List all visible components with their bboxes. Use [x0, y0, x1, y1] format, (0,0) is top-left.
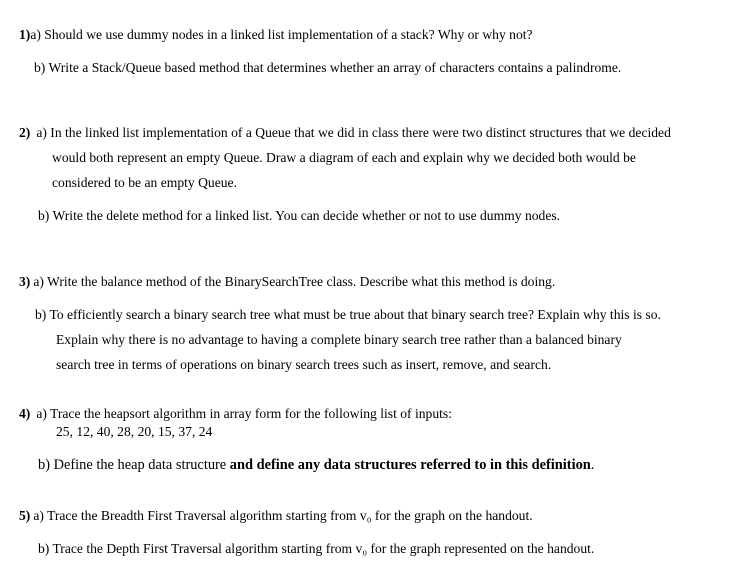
question-1a-text: a) Should we use dummy nodes in a linked list implementation of a stack? Why or why not?: [30, 27, 533, 42]
question-4-part-a: [19, 406, 452, 422]
question-1b-text: b) Write a Stack/Queue based method that determines whether an array of characters contains a palindrome.: [34, 60, 622, 75]
question-2a-line-2: would both represent an empty Queue. Draw a diagram of each and explain why we decided both would be: [52, 150, 636, 165]
question-3-number: 3): [19, 274, 31, 289]
question-3b-line-2: Explain why there is no advantage to having a complete binary search tree rather than a balanced binary: [56, 332, 622, 347]
question-4-number: 4): [19, 406, 31, 421]
question-1-part-a: [19, 27, 533, 43]
question-3a-text: a) Write the balance method of the BinarySearchTree class. Describe what this method is doing.: [33, 274, 556, 289]
question-5b-text: b) Trace the Depth First Traversal algorithm starting from v₀ for the graph represented on the handout.: [38, 541, 595, 556]
question-5a-text: a) Trace the Breadth First Traversal algorithm starting from v₀ for the graph on the handout.: [33, 508, 533, 523]
question-2a-line-1: a) In the linked list implementation of a Queue that we did in class there were two distinct structures that we decided: [36, 125, 671, 140]
question-4a-text: a) Trace the heapsort algorithm in array form for the following list of inputs:: [36, 406, 452, 421]
question-2a-line-3: considered to be an empty Queue.: [52, 175, 237, 190]
question-3b-line-1: b) To efficiently search a binary search tree what must be true about that binary search tree? Explain why this is so.: [35, 307, 661, 322]
question-5-number: 5): [19, 508, 31, 523]
question-2b-text: b) Write the delete method for a linked list. You can decide whether or not to use dummy nodes.: [38, 208, 561, 223]
question-4a-inputs: 25, 12, 40, 28, 20, 15, 37, 24: [56, 424, 213, 439]
question-1-number: 1): [19, 27, 31, 42]
question-5-part-a: [19, 508, 533, 524]
question-3b-line-3: search tree in terms of operations on binary search trees such as insert, remove, and search.: [56, 357, 552, 372]
question-4b-bold: and define any data structures referred to in this definition: [229, 457, 591, 473]
question-4b-end: .: [590, 457, 595, 473]
question-4b-plain: b) Define the heap data structure: [38, 457, 230, 473]
question-2-part-a: [19, 125, 671, 141]
question-3-part-a: [19, 274, 555, 290]
question-2-number: 2): [19, 125, 31, 140]
question-4b-text: [38, 457, 594, 473]
